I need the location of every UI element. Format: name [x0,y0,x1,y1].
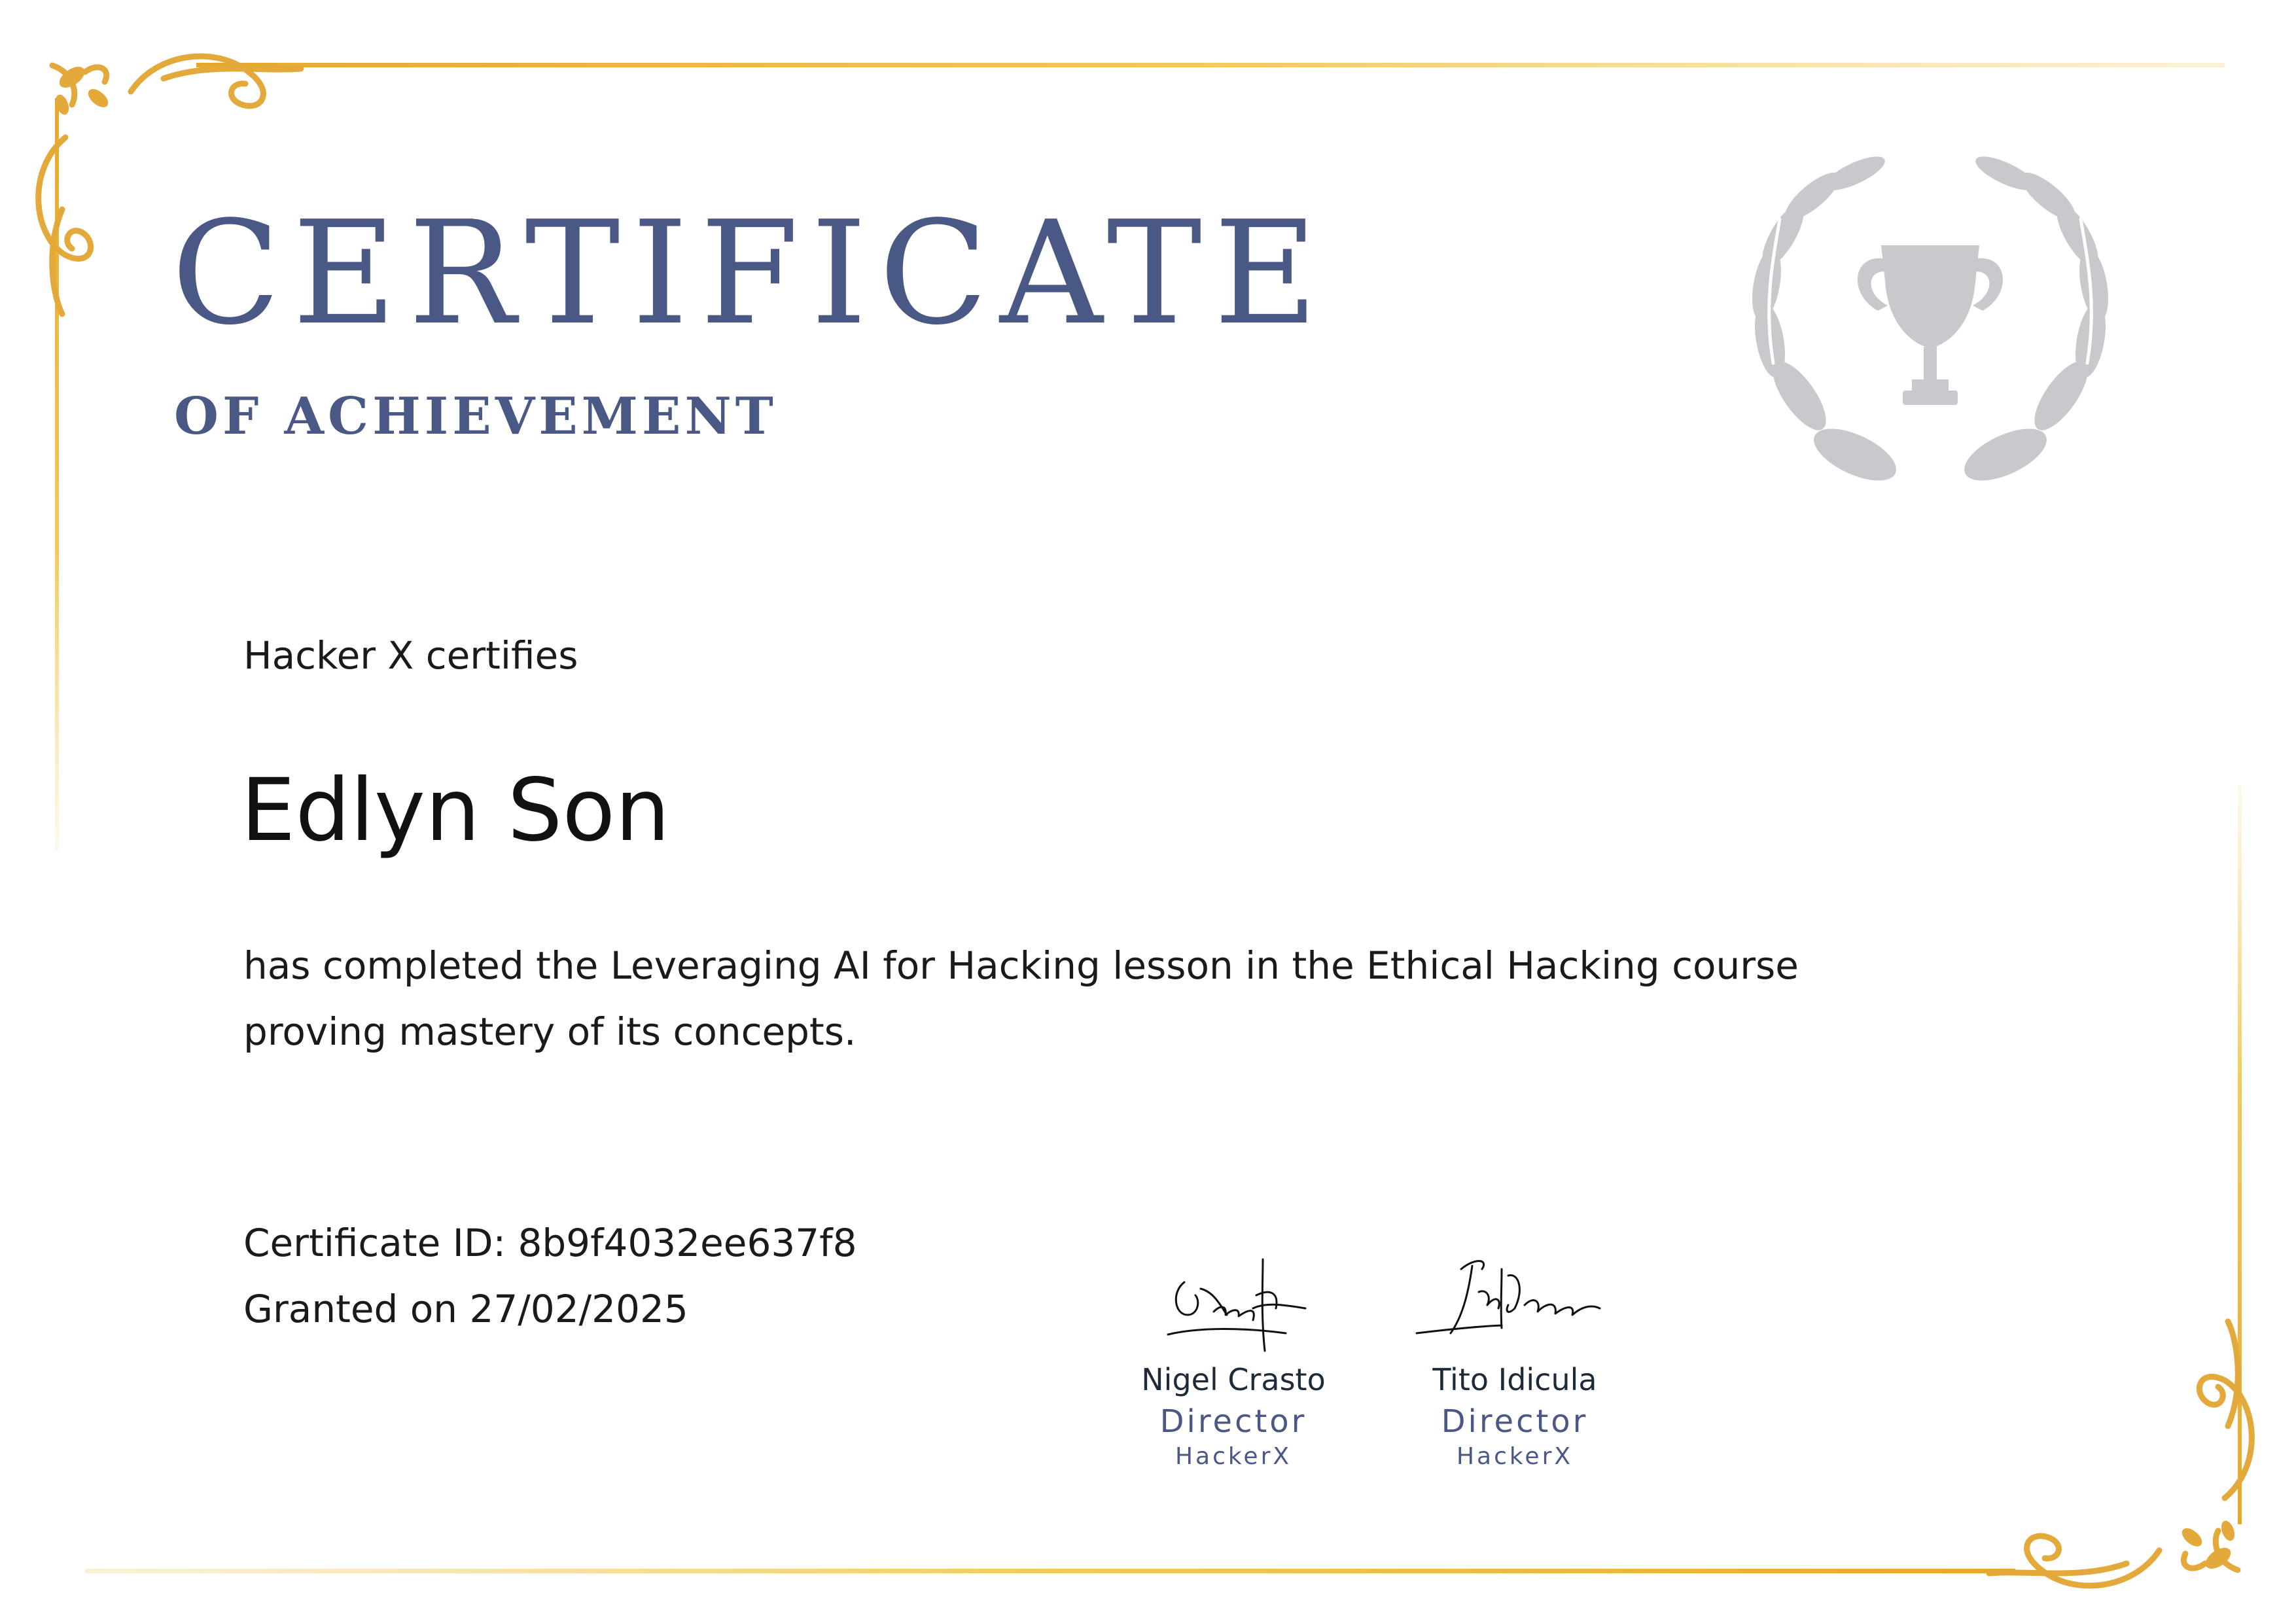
signature-icon [1122,1243,1345,1354]
statement-line: has completed the Leveraging AI for Hacking lesson in the Ethical Hacking course [243,943,1799,988]
certificate-id: Certificate ID: 8b9f4032ee637f8 [243,1221,857,1265]
granted-date: Granted on 27/02/2025 [243,1287,688,1331]
signatory-organization: HackerX [1456,1442,1574,1470]
certificate-subtitle: OF ACHIEVEMENT [174,387,777,446]
signatory-block [1089,1243,1377,1471]
signatory-name: Tito Idicula [1432,1362,1597,1397]
signatory-name: Nigel Crasto [1141,1362,1326,1397]
achievement-statement [243,933,1879,1065]
signatory-role: Director [1159,1403,1307,1440]
recipient-name: Edlyn Son [241,760,670,861]
signatory-organization: HackerX [1174,1442,1292,1470]
signature-icon [1404,1243,1626,1354]
trophy-icon [1858,245,2003,405]
signatory-role: Director [1441,1403,1589,1440]
signatory-block [1371,1243,1659,1471]
certificate-title: CERTIFICATE [171,191,1330,357]
issuer-line: Hacker X certifies [243,633,578,678]
laurel-wreath-icon [1727,154,2133,500]
statement-line: proving mastery of its concepts. [243,1009,857,1054]
